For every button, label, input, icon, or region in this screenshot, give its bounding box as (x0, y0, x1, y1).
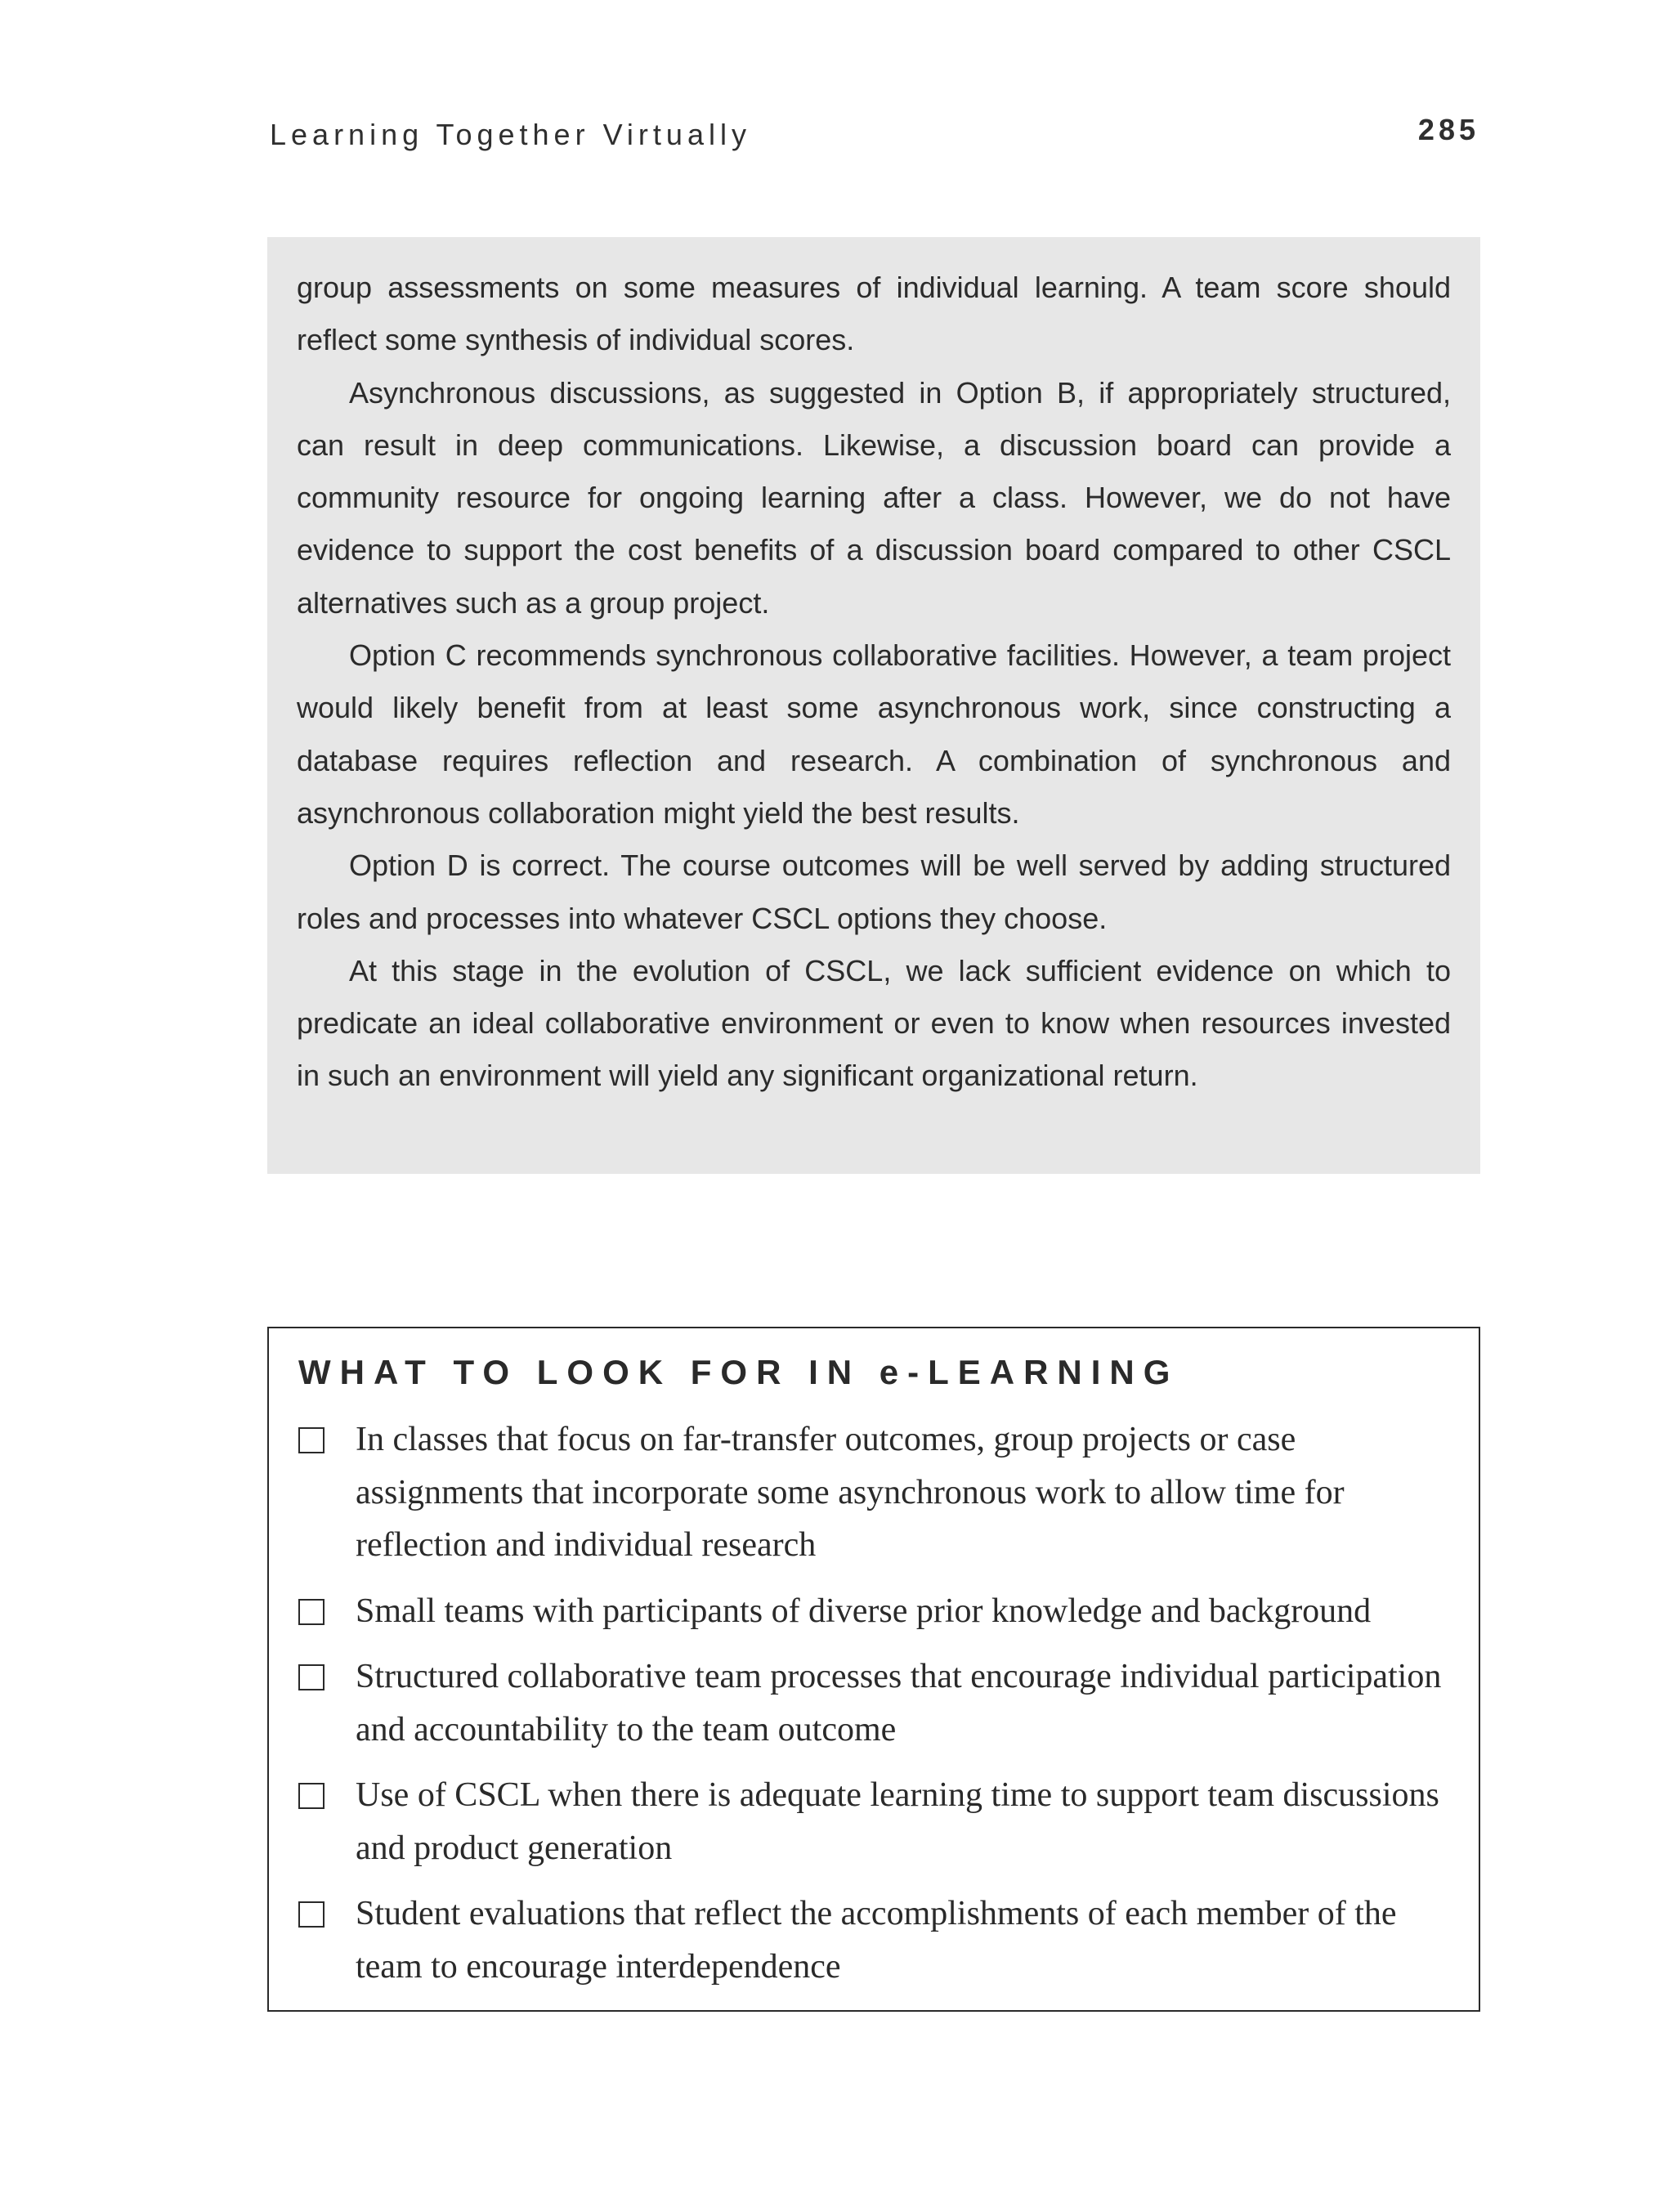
answer-paragraph: Option C recommends synchronous collaborative facilities. However, a team project would likely benefit from at least some asynchronous work, since constructing a database requires reflection and research. A combination of synchronous and asynchronous collaboration might yield the best results. (297, 638, 1451, 830)
running-head: Learning Together Virtually (270, 118, 751, 151)
checklist-item (298, 1413, 1449, 1572)
answer-paragraph: Option D is correct. The course outcomes will be well served by adding structured roles and processes into whatever CSCL options they choose. (297, 849, 1451, 935)
checklist-item-text: Structured collaborative team processes that encourage individual participation and accountability to the team outcome (356, 1658, 1442, 1749)
checklist-item-text: Student evaluations that reflect the accomplishments of each member of the team to encourage interdependence (356, 1895, 1397, 1986)
checkbox-icon (298, 1901, 325, 1928)
look-for-title: WHAT TO LOOK FOR IN e-LEARNING (298, 1353, 1179, 1391)
answer-paragraph: At this stage in the evolution of CSCL, we lack sufficient evidence on which to predicate an ideal collaborative environment or even to know when resources invested in such an environment will yield any significant organizational return. (297, 953, 1451, 1093)
page-number: 285 (1417, 113, 1479, 146)
checklist-item-text: Use of CSCL when there is adequate learning time to support team discussions and product generation (356, 1776, 1439, 1867)
checkbox-icon (298, 1427, 325, 1453)
checklist-item (298, 1769, 1449, 1874)
checklist-item (298, 1887, 1449, 1993)
shaded-answer-box (267, 237, 1480, 1174)
checkbox-icon (298, 1783, 325, 1809)
checklist-item (298, 1650, 1449, 1756)
checkbox-icon (298, 1599, 325, 1625)
what-to-look-for-box (267, 1327, 1480, 2012)
checkbox-icon (298, 1664, 325, 1690)
checklist-item (298, 1585, 1449, 1638)
checklist-item-text: Small teams with participants of diverse prior knowledge and background (356, 1592, 1372, 1630)
checklist-item-text: In classes that focus on far-transfer outcomes, group projects or case assignments that incorporate some asynchronous work to allow time for reflection and individual research (356, 1421, 1345, 1564)
answer-paragraph: group assessments on some measures of individual learning. A team score should reflect some synthesis of individual scores. (297, 271, 1451, 357)
look-for-checklist (298, 1413, 1449, 1993)
answer-paragraph: Asynchronous discussions, as suggested in Option B, if appropriately structured, can result in deep communications. Likewise, a discussion board can provide a community resource for ongoing learning after a class. However, we do not have evidence to support the cost benefits of a discussion board compared to other CSCL alternatives such as a group project. (297, 375, 1451, 620)
